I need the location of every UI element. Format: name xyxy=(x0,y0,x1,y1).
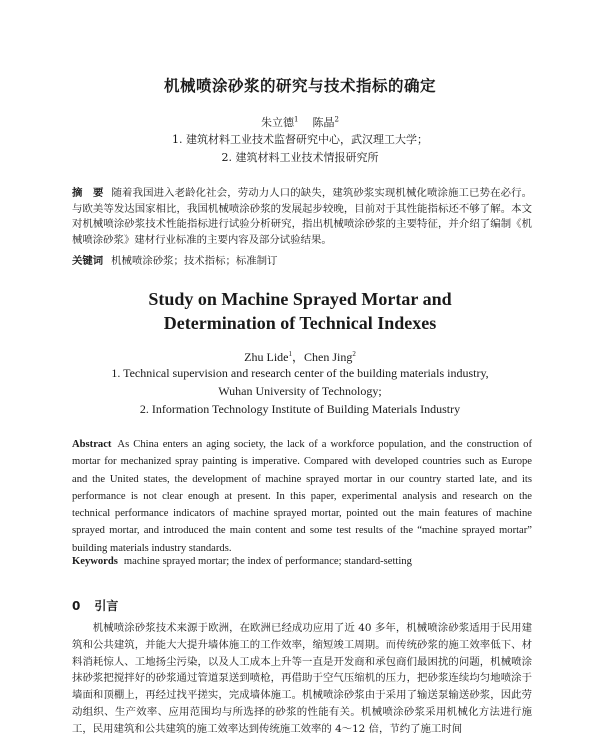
chinese-abstract xyxy=(72,186,532,248)
chinese-keywords xyxy=(72,252,532,267)
english-affiliation-2: 2. Information Technology Institute of Building Materials Industry xyxy=(139,402,461,416)
english-affiliation-1-cont: Wuhan University of Technology; xyxy=(218,384,382,398)
english-abstract-text: As China enters an aging society, the lack of a workforce population, and the construction of mortar for mechanized spray painting is imperative. Compared with developed countries such as Europe and the United states, the development of machine sprayed mortar in our country started late, and its performance is not clear enough at present. In this paper, experimental analysis and research on the technical performance indicators of machine sprayed mortar, pointed out the main features of machine sprayed mortar, and introduced the main content and some test results of the “machine sprayed mortar” building materials industry standards. xyxy=(72,439,532,554)
section-number: 0 xyxy=(72,599,81,613)
chinese-abstract-text: 随着我国进入老龄化社会，劳动力人口的缺失，建筑砂浆实现机械化喷涂施工已势在必行。与欧美等发达国家相比，我国机械喷涂砂浆的发展起步较晚，目前对于其性能指标还不够了解。本文对机械喷涂砂浆技术性能指标进行试验分析研究，指出机械喷涂砂浆的主要特征，并介绍了编制《机械喷涂砂浆》建材行业标准的主要内容及部分试验结果。 xyxy=(72,187,532,246)
english-title-line-1: Study on Machine Sprayed Mortar and xyxy=(148,289,452,309)
english-title-line-2: Determination of Technical Indexes xyxy=(163,313,437,333)
chinese-author-1-sup: 1 xyxy=(294,115,299,124)
english-authors xyxy=(0,348,600,365)
english-author-1: Zhu Lide xyxy=(244,350,289,364)
english-keywords-label: Keywords xyxy=(72,556,118,567)
chinese-author-1: 朱立德 xyxy=(261,116,295,129)
chinese-abstract-label: 摘 要 xyxy=(72,187,104,199)
section-title: 引言 xyxy=(94,599,119,613)
english-keywords xyxy=(72,556,532,567)
section-body: 机械喷涂砂浆技术来源于欧洲，在欧洲已经成功应用了近 40 多年，机械喷涂砂浆适用于民用建筑和公共建筑，并能大大提升墙体施工的工作效率，缩短竣工周期。而传统砂浆的施工效率低下、材料消耗惊人、工地扬尘污染，以及人工成本上升等一直是开发商和承包商们最困扰的问题，机械喷涂抹砂浆把搅拌好的砂浆通过管道泵送到喷枪，再借助于空气压缩机的压力，把砂浆连续均匀地喷涂于墙面和顶棚上，再经过找平搓实，完成墙体施工。机械喷涂砂浆由于采用了输送泵输送砂浆，因此劳动组织、生产效率、应用范围均与所选择的砂浆的性能有关。机械喷涂砂浆采用机械化方法进行施工，民用建筑和公共建筑的施工效率达到传统施工效率的 4～12 倍，节约了施工时间 xyxy=(72,622,532,735)
chinese-affiliation-1: 1. 建筑材料工业技术监督研究中心，武汉理工大学； xyxy=(172,133,428,146)
english-title xyxy=(0,287,600,335)
english-affiliation-1: 1. Technical supervision and research center of the building materials industry, xyxy=(111,366,489,380)
chinese-affiliation-2: 2. 建筑材料工业技术情报研究所 xyxy=(221,151,379,164)
english-abstract xyxy=(72,436,532,557)
chinese-author-2: 陈晶 xyxy=(312,116,335,129)
english-author-2: Chen Jing xyxy=(304,350,353,364)
section-heading xyxy=(72,597,118,614)
english-abstract-label: Abstract xyxy=(72,439,112,450)
english-keywords-text: machine sprayed mortar; the index of performance; standard-setting xyxy=(123,556,412,567)
chinese-authors xyxy=(0,114,600,130)
chinese-author-2-sup: 2 xyxy=(334,115,339,124)
english-author-1-sup: 1 xyxy=(288,350,292,358)
english-author-2-sup: 2 xyxy=(352,350,356,358)
author-separator: ， xyxy=(291,350,304,364)
chinese-keywords-label: 关键词 xyxy=(72,255,104,267)
chinese-keywords-text: 机械喷涂砂浆；技术指标；标准制订 xyxy=(111,255,278,267)
chinese-title: 机械喷涂砂浆的研究与技术指标的确定 xyxy=(163,77,436,95)
